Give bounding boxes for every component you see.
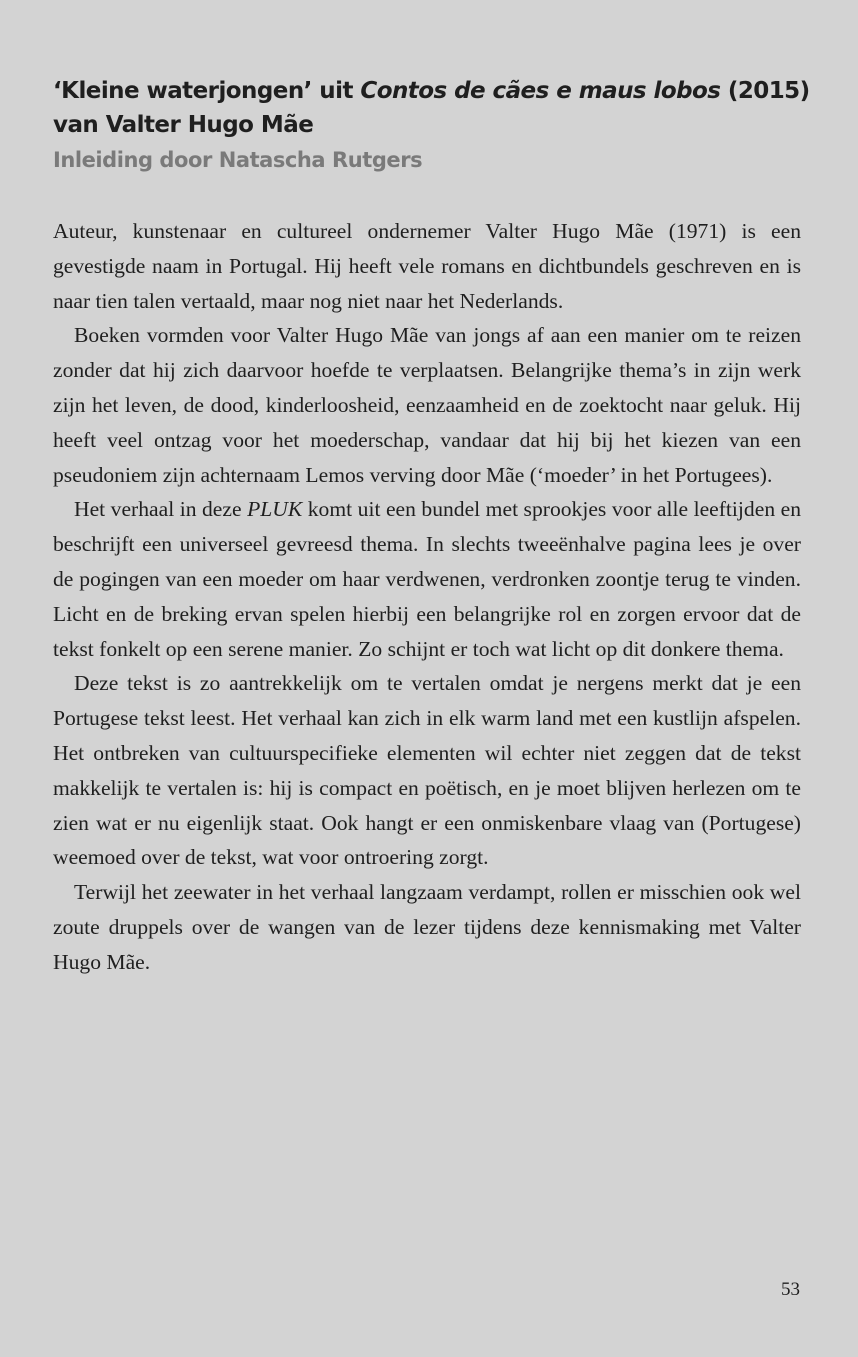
paragraph-1: Auteur, kunstenaar en cultureel ondernemer Valter Hugo Mãe (1971) is een gevestigde naam in Portugal. Hij heeft vele romans en dichtbundels geschreven en is naar tien talen vertaald, maar nog niet naar het Nederlands. [53, 219, 801, 313]
paragraph-3-magazine-name: PLUK [247, 497, 303, 522]
body-text [53, 214, 801, 980]
paragraph-3-after: komt uit een bundel met sprookjes voor alle leeftijden en beschrijft een universeel gevreesd thema. In slechts tweeënhalve pagina lees je over de pogingen van een moeder om haar verdwenen, verdronken zoontje terug te vinden. Licht en de breking ervan spelen hierbij een belangrijke rol en zorgen ervoor dat de tekst fonkelt op een serene manier. Zo schijnt er toch wat licht op dit donkere thema. [53, 497, 801, 661]
chapter-subtitle: Inleiding door Natascha Rutgers [53, 148, 423, 172]
paragraph-3-before: Het verhaal in deze [74, 497, 248, 522]
chapter-heading [53, 74, 813, 177]
title-book-name: Contos de cães e maus lobos [360, 78, 721, 104]
paragraph-3 [53, 492, 801, 666]
page-number: 53 [781, 1279, 800, 1300]
title-part-1: ‘Kleine waterjongen’ uit [53, 78, 361, 104]
chapter-title [53, 74, 813, 142]
paragraph-4: Deze tekst is zo aantrekkelijk om te vertalen omdat je nergens merkt dat je een Portugese tekst leest. Het verhaal kan zich in elk warm land met een kustlijn afspelen. Het ontbreken van cultuurspecifieke elementen wil echter niet zeggen dat de tekst makkelijk te vertalen is: hij is compact en poëtisch, en je moet blijven herlezen om te zien wat er nu eigenlijk staat. Ook hangt er een onmiskenbare vlaag van (Portugese) weemoed over de tekst, wat voor ontroering zorgt. [53, 671, 801, 870]
paragraph-2: Boeken vormden voor Valter Hugo Mãe van jongs af aan een manier om te reizen zonder dat hij zich daarvoor hoefde te verplaatsen. Belangrijke thema’s in zijn werk zijn het leven, de dood, kinderloosheid, eenzaamheid en de zoektocht naar geluk. Hij heeft veel ontzag voor het moederschap, vandaar dat hij bij het kiezen van een pseudoniem zijn achternaam Lemos verving door Mãe (‘moeder’ in het Portugees). [53, 323, 801, 487]
paragraph-5: Terwijl het zeewater in het verhaal langzaam verdampt, rollen er misschien ook wel zoute druppels over de wangen van de lezer tijdens deze kennismaking met Valter Hugo Mãe. [53, 880, 801, 974]
title-part-2: (2015) van Valter Hugo Mãe [53, 78, 810, 138]
